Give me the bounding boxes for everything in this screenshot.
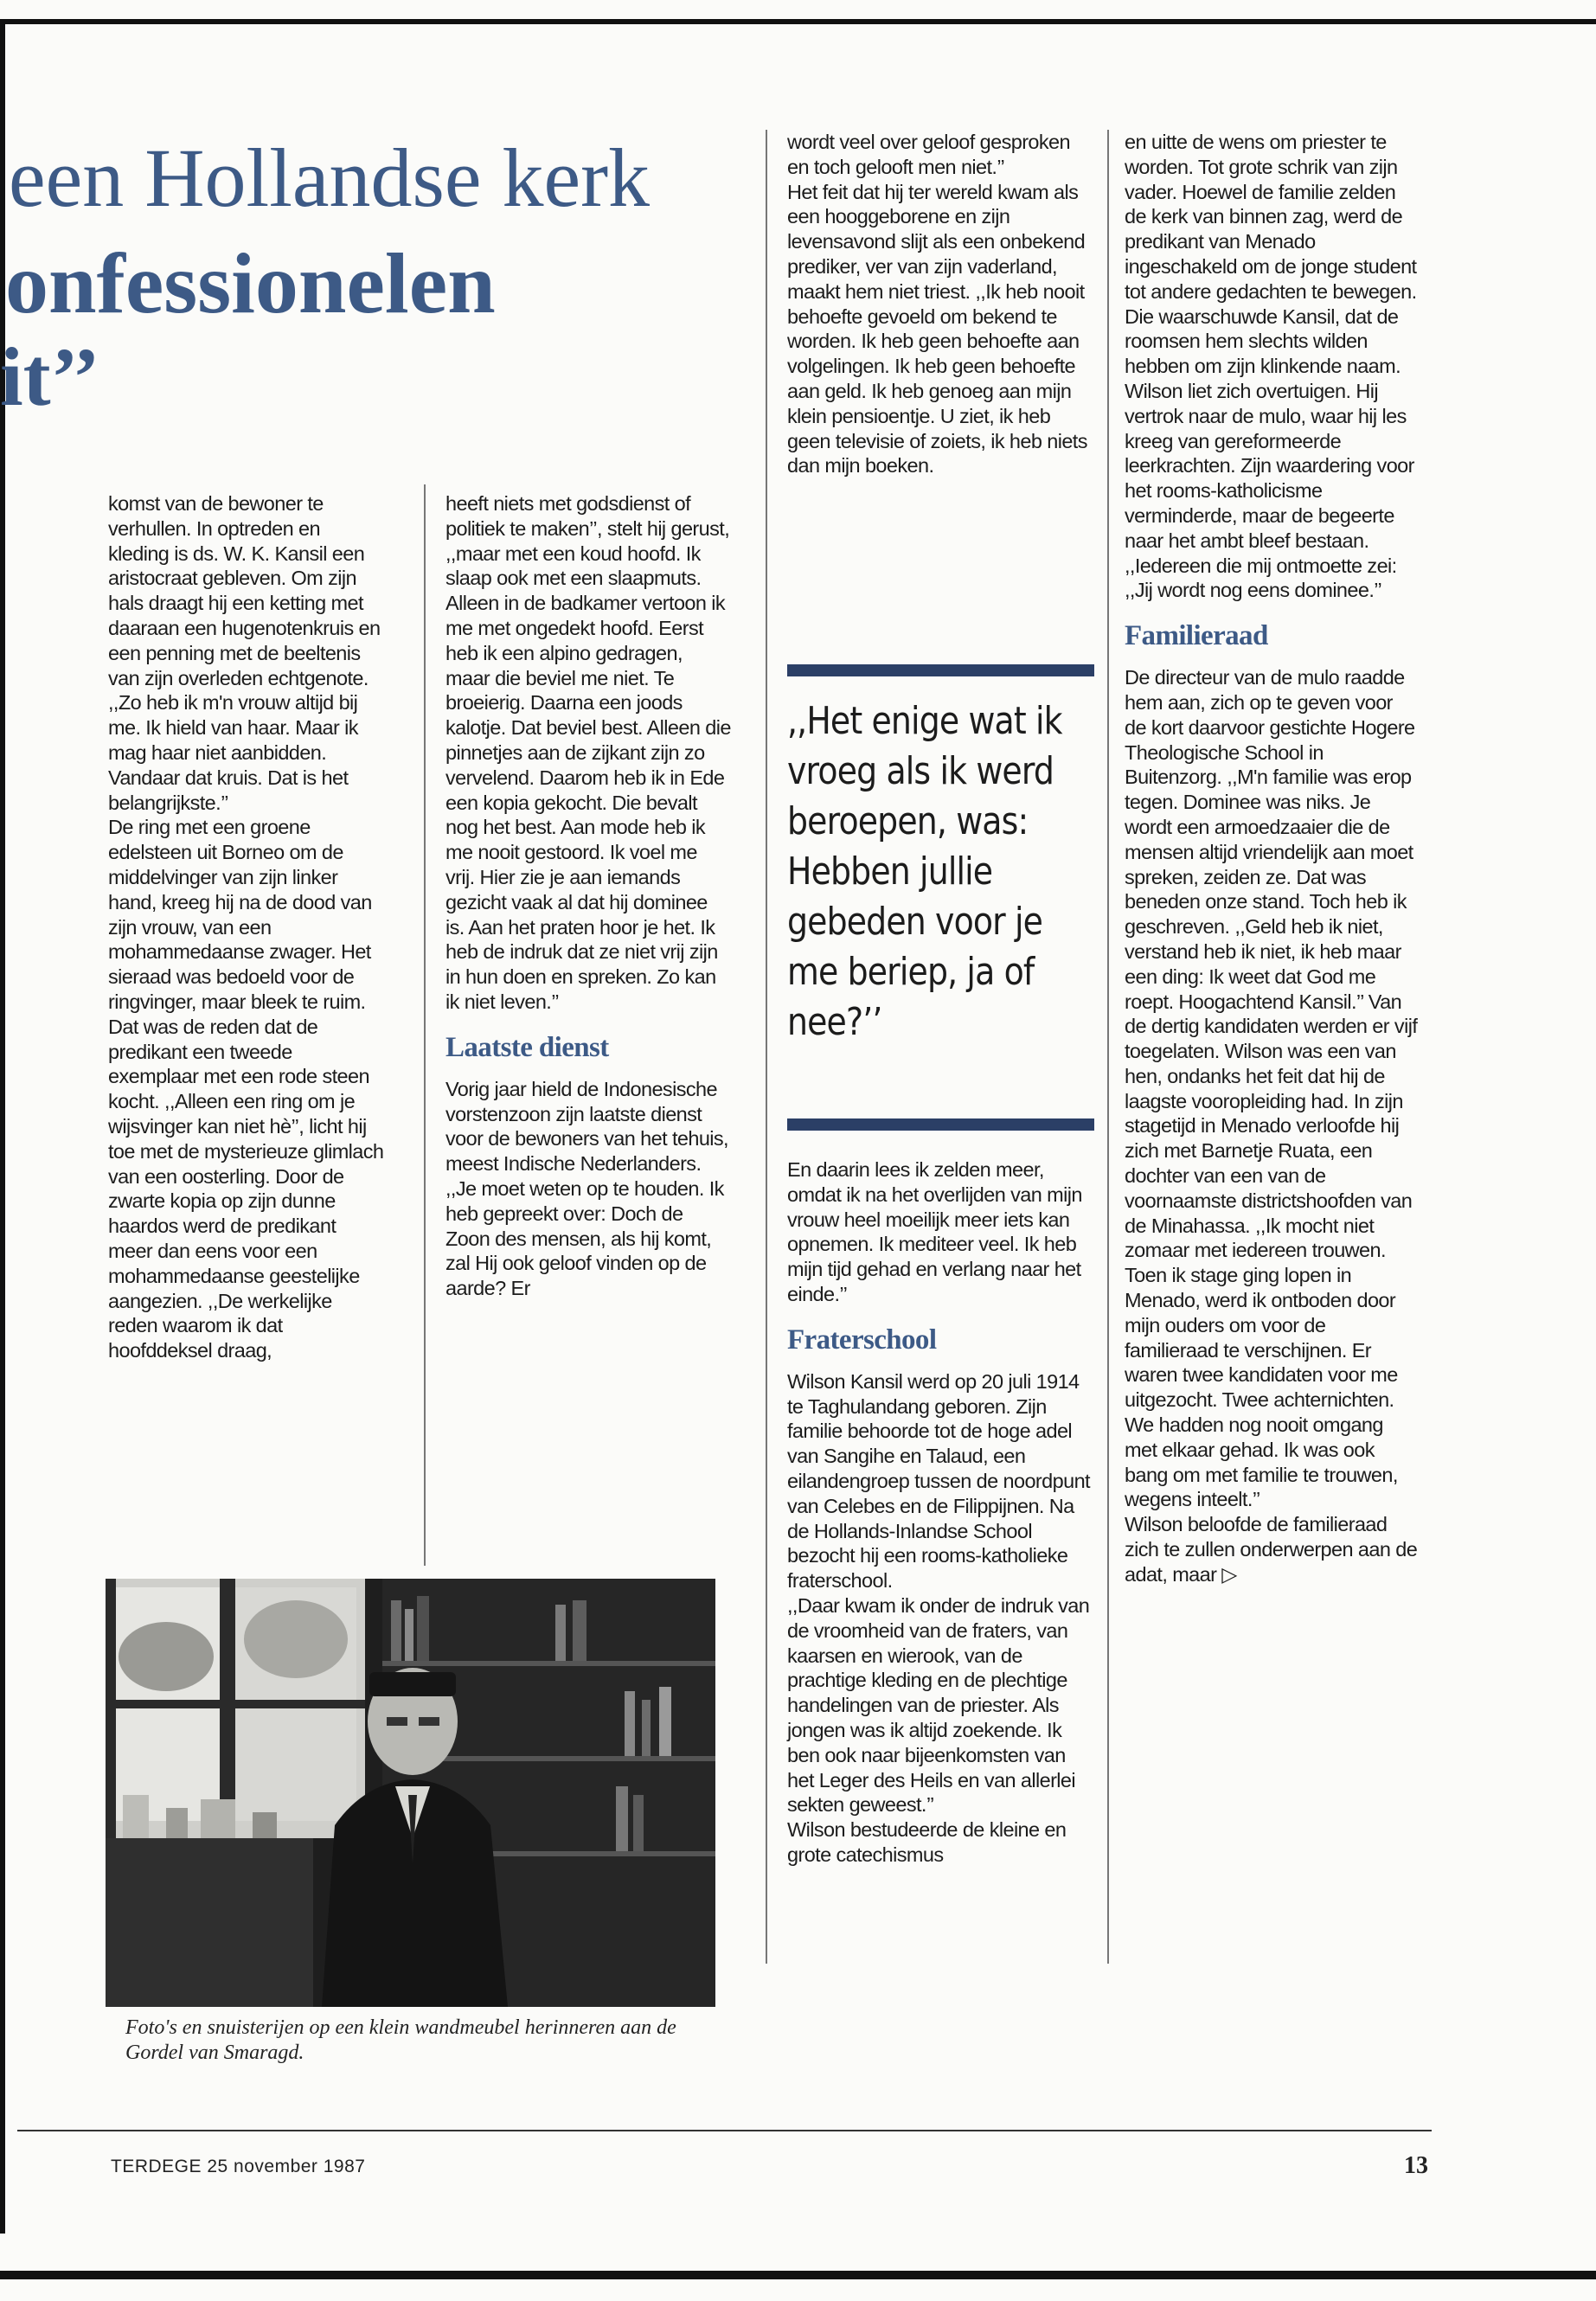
column-3-paragraph-3: En daarin lees ik zelden meer, omdat ik na het overlijden van mijn vrouw heel moeilijk meer iets kan opnemen. Ik mediteer veel. Ik heb mijn tijd gehad en verlang naar het einde.’’ bbox=[787, 1158, 1082, 1305]
footer-rule bbox=[17, 2130, 1432, 2131]
column-3-paragraph-2: Het feit dat hij ter wereld kwam als een hooggeborene en zijn levensavond slijt als een onbekend prediker, ver van zijn vaderland, maakt hem niet triest. ,,Ik heb nooit behoefte gevoeld om bekend te worden. Ik heb geen behoefte aan volgelingen. Ik heb geen behoefte aan geld. Ik heb genoeg aan mijn klein pensioentje. U ziet, ik heb geen televisie of zoiets, ik heb niets dan mijn boeken. bbox=[787, 180, 1087, 478]
article-column-3-lower bbox=[787, 1157, 1094, 1868]
page-number: 13 bbox=[1404, 2152, 1428, 2179]
article-photo bbox=[106, 1579, 715, 2007]
subhead-fraterschool: Fraterschool bbox=[787, 1324, 937, 1356]
column-3-paragraph-5: ,,Daar kwam ik onder de indruk van de vroomheid van de fraters, van kaarsen en wierook, van de prachtige kleding en de plechtige handelingen van de priester. Als jongen was ik altijd zoekende. Ik ben ook naar bijeenkomsten van het Leger des Heils en van allerlei sekten geweest.’’ bbox=[787, 1593, 1090, 1817]
headline-line-2: onfessionelen bbox=[5, 235, 496, 331]
column-1-paragraph-2: De ring met een groene edelsteen uit Borneo om de middelvinger van zijn linker hand, kreeg hij na de dood van zijn vrouw, van een mohammedaanse zwager. Het sieraad was bedoeld voor de ringvinger, maar bleek te ruim. Dat was de reden dat de predikant een tweede exemplaar met een rode steen kocht. ,,Alleen een ring om je wijsvinger kan niet hè’’, licht hij toe met de mysterieuze glimlach van een oosterling. Door de zwarte kopia op zijn dunne haardos werd de predikant meer dan eens voor een mohammedaanse geestelijke aangezien. ,,De werkelijke reden waarom ik dat hoofddeksel draag, bbox=[108, 816, 384, 1362]
headline-line-3: it’’ bbox=[0, 330, 100, 423]
column-4-paragraph-3: Wilson beloofde de familieraad zich te zullen onderwerpen aan de adat, maar ▷ bbox=[1125, 1513, 1418, 1586]
article-column-2 bbox=[445, 491, 731, 1301]
publication-info: TERDEGE 25 november 1987 bbox=[111, 2157, 366, 2176]
column-2-paragraph-2: Vorig jaar hield de Indonesische vorstenzoon zijn laatste dienst voor de bewoners van het tehuis, meest Indische Nederlanders. ,,Je moet weten op te houden. Ik heb gepreekt over: Doch de Zoon des mensen, als hij komt, zal Hij ook geloof vinden op de aarde? Er bbox=[445, 1077, 728, 1300]
pullquote-bar-bottom bbox=[787, 1118, 1094, 1131]
column-4-paragraph-1: en uitte de wens om priester te worden. Tot grote schrik van zijn vader. Hoewel de familie zelden de kerk van binnen zag, werd de predikant van Menado ingeschakeld om de jonge student tot andere gedachten te bewegen. Die waarschuwde Kansil, dat de roomsen hem slechts wilden hebben om zijn klinkende naam. Wilson liet zich overtuigen. Hij vertrok naar de mulo, waar hij les kreeg van gereformeerde leerkrachten. Zijn waardering voor het rooms-katholicisme verminderde, maar de begeerte naar het ambt bleef bestaan. ,,Iedereen die mij ontmoette zei: ,,Jij wordt nog eens dominee.’’ bbox=[1125, 131, 1417, 602]
subhead-laatste-dienst: Laatste dienst bbox=[445, 1031, 609, 1063]
pullquote-bar-top bbox=[787, 664, 1094, 676]
pullquote: ,,Het enige wat ik vroeg als ik werd beroepen, was: Hebben jullie gebeden voor je me beriep, ja of nee?’’ bbox=[787, 699, 1062, 1044]
column-divider-2 bbox=[766, 130, 767, 1964]
bottom-rule bbox=[0, 2271, 1596, 2279]
column-2-paragraph-1: heeft niets met godsdienst of politiek te maken’’, stelt hij gerust, ,,maar met een koud hoofd. Ik slaap ook met een slaapmuts. Alleen in de badkamer vertoon ik me met ongedekt hoofd. Eerst heb ik een alpino gedragen, maar die beviel me niet. Te broeierig. Daarna een joods kalotje. Dat beviel best. Alleen die pinnetjes aan de zijkant zijn zo vervelend. Daarom heb ik in Ede een kopia gekocht. Die bevalt nog het best. Aan mode heb ik me nooit gestoord. Ik voel me vrij. Hier zie je aan iemands gezicht vaak al dat hij dominee is. Aan het praten hoor je het. Ik heb de indruk dat ze niet vrij zijn in hun doen en spreken. Zo kan ik niet leven.’’ bbox=[445, 492, 731, 1013]
photo-illustration bbox=[106, 1579, 715, 2007]
column-divider-3 bbox=[1107, 130, 1109, 1964]
subhead-familieraad: Familieraad bbox=[1125, 620, 1268, 652]
column-3-paragraph-4: Wilson Kansil werd op 20 juli 1914 te Taghulandang geboren. Zijn familie behoorde tot de hoge adel van Sangihe en Talaud, een eilandengroep tussen de noordpunt van Celebes en de Filippijnen. Na de Hollands-Inlandse School bezocht hij een rooms-katholieke fraterschool. bbox=[787, 1369, 1090, 1593]
column-divider-1 bbox=[424, 484, 426, 1566]
top-rule bbox=[0, 19, 1596, 24]
photo-caption: Foto's en snuisterijen op een klein wandmeubel herinneren aan de Gordel van Smaragd. bbox=[125, 2016, 676, 2064]
article-column-4 bbox=[1125, 130, 1419, 1587]
column-3-paragraph-1: wordt veel over geloof gesproken en toch gelooft men niet.’’ bbox=[787, 131, 1070, 178]
column-1-paragraph-1: komst van de bewoner te verhullen. In optreden en kleding is ds. W. K. Kansil een aristocraat gebleven. Om zijn hals draagt hij een ketting met daaraan een hugenotenkruis en een penning met de beeltenis van zijn overleden echtgenote. ,,Zo heb ik m'n vrouw altijd bij me. Ik hield van haar. Maar ik mag haar niet aanbidden. Vandaar dat kruis. Dat is het belangrijkste.’’ bbox=[108, 492, 381, 814]
headline-line-1: een Hollandse kerk bbox=[9, 131, 651, 224]
column-3-paragraph-6: Wilson bestudeerde de kleine en grote catechismus bbox=[787, 1818, 1067, 1866]
article-column-3 bbox=[787, 130, 1094, 478]
article-column-1 bbox=[108, 491, 385, 1363]
column-4-paragraph-2: De directeur van de mulo raadde hem aan, zich op te geven voor de kort daarvoor gestichte Hogere Theologische School in Buitenzorg. ,,M'n familie was erop tegen. Dominee was niks. Je wordt een armoedzaaier die de mensen altijd vriendelijk aan moet spreken, zeiden ze. Dat was beneden onze stand. Toch heb ik geschreven. ,,Geld heb ik niet, verstand heb ik niet, ik heb maar een ding: Ik weet dat God me roept. Hoogachtend Kansil.’’ Van de dertig kandidaten werden er vijf toegelaten. Wilson was een van hen, ondanks het feit dat hij de laagste vooropleiding had. In zijn stagetijd in Menado verloofde hij zich met Barnetje Ruata, een dochter van een van de voornaamste districtshoofden van de Minahassa. ,,Ik mocht niet zomaar met iedereen trouwen. Toen ik stage ging lopen in Menado, werd ik ontboden door mijn ouders om voor de familieraad te verschijnen. Er waren twee kandidaten voor me uitgezocht. Twee achternichten. We hadden nog nooit omgang met elkaar gehad. Ik was ook bang om met familie te trouwen, wegens inteelt.’’ bbox=[1125, 666, 1418, 1511]
